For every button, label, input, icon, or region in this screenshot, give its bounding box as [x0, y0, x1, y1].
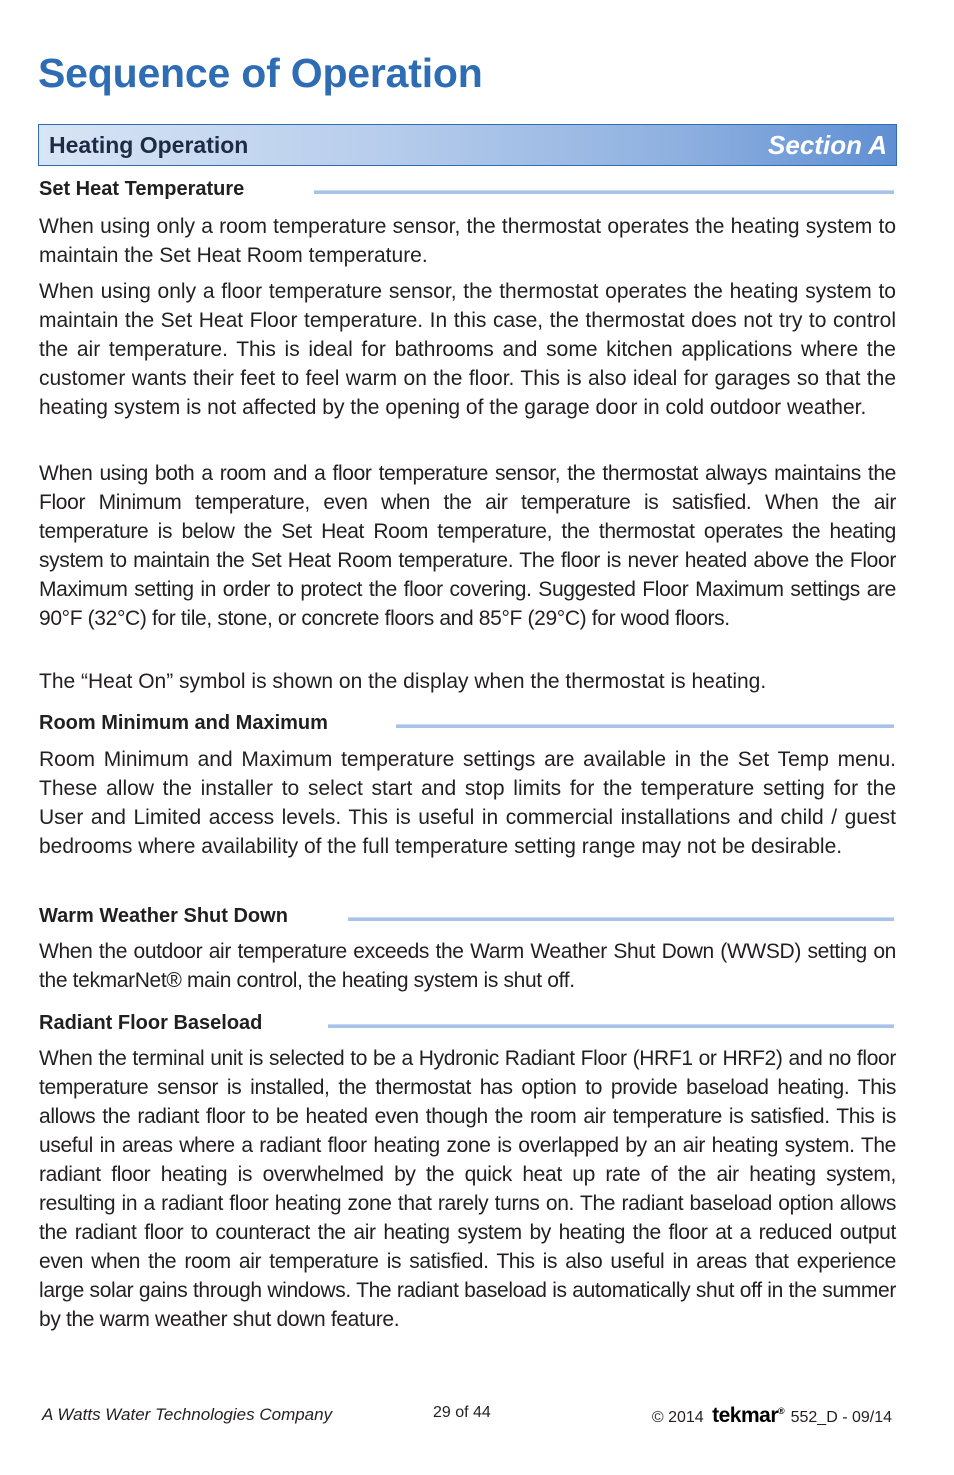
paragraph: When using only a room temperature sensor, the thermostat operates the heating system to maintain the Set Heat Room temperature.: [39, 215, 896, 267]
subsection-heading-label: Set Heat Temperature: [39, 178, 245, 200]
section-header-title: Heating Operation: [49, 132, 249, 158]
paragraph: When the outdoor air temperature exceeds the Warm Weather Shut Down (WWSD) setting on the tekmarNet® main control, the heating system is shut off.: [39, 940, 896, 992]
brand-name: tekmar: [712, 1404, 778, 1427]
footer-doc-code: 552_D - 09/14: [790, 1409, 892, 1426]
subsection-heading-label: Warm Weather Shut Down: [39, 905, 288, 927]
heading-rule: [328, 1024, 894, 1028]
footer-copyright: © 2014: [651, 1409, 704, 1426]
heading-rule: [348, 917, 894, 921]
tekmar-logo: [712, 1404, 784, 1427]
section-label: Section A: [768, 130, 887, 160]
subsection-heading-label: Radiant Floor Baseload: [39, 1012, 263, 1034]
paragraph: The “Heat On” symbol is shown on the display when the thermostat is heating.: [39, 670, 767, 693]
footer-company: A Watts Water Technologies Company: [42, 1405, 333, 1424]
subsection-heading-label: Room Minimum and Maximum: [39, 712, 328, 734]
heading-rule: [314, 190, 894, 194]
paragraph: When using only a floor temperature sensor, the thermostat operates the heating system to maintain the Set Heat Floor temperature. In this case, the thermostat does not try to control the air temperature. This is ideal for bathrooms and some kitchen applications where the customer wants their feet to feel warm on the floor. This is also ideal for garages so that the heating system is not affected by the opening of the garage door in cold outdoor weather.: [39, 280, 896, 419]
footer-copyright-block: [652, 1404, 892, 1428]
brand-registered-mark: ®: [778, 1406, 785, 1416]
page-title: Sequence of Operation: [38, 50, 483, 96]
footer-page-number: 29 of 44: [433, 1404, 491, 1421]
heading-rule: [396, 724, 894, 728]
subsection-heading-room-min-max: [39, 712, 894, 738]
section-header-bar: [38, 124, 897, 166]
paragraph: Room Minimum and Maximum temperature settings are available in the Set Temp menu. These allow the installer to select start and stop limits for the temperature setting for the User and Limited access levels. This is useful in commercial installations and child / guest bedrooms where availability of the full temperature setting range may not be desirable.: [39, 748, 896, 858]
subsection-heading-set-heat-temperature: [39, 178, 894, 204]
subsection-heading-wwsd: [39, 905, 894, 931]
paragraph: When using both a room and a floor temperature sensor, the thermostat always maintains the Floor Minimum temperature, even when the air temperature is satisfied. When the air temperature is below the Set Heat Room temperature, the thermostat operates the heating system to maintain the Set Heat Room temperature. The floor is never heated above the Floor Maximum setting in order to protect the floor covering. Suggested Floor Maximum settings are 90°F (32°C) for tile, stone, or concrete floors and 85°F (29°C) for wood floors.: [39, 462, 896, 630]
paragraph: When the terminal unit is selected to be a Hydronic Radiant Floor (HRF1 or HRF2) and no floor temperature sensor is installed, the thermostat has option to provide baseload heating. This allows the radiant floor to be heated even though the room air temperature is satisfied. This is useful in areas where a radiant floor heating zone is overlapped by an air heating system. The radiant floor heating is overwhelmed by the quick heat up rate of the air heating system, resulting in a radiant floor heating zone that rarely turns on. The radiant baseload option allows the radiant floor to counteract the air heating system by heating the floor at a reduced output even when the room air temperature is satisfied. This is also useful in areas that experience large solar gains through windows. The radiant baseload is automatically shut off in the summer by the warm weather shut down feature.: [39, 1047, 896, 1331]
subsection-heading-radiant-floor-baseload: [39, 1012, 894, 1038]
